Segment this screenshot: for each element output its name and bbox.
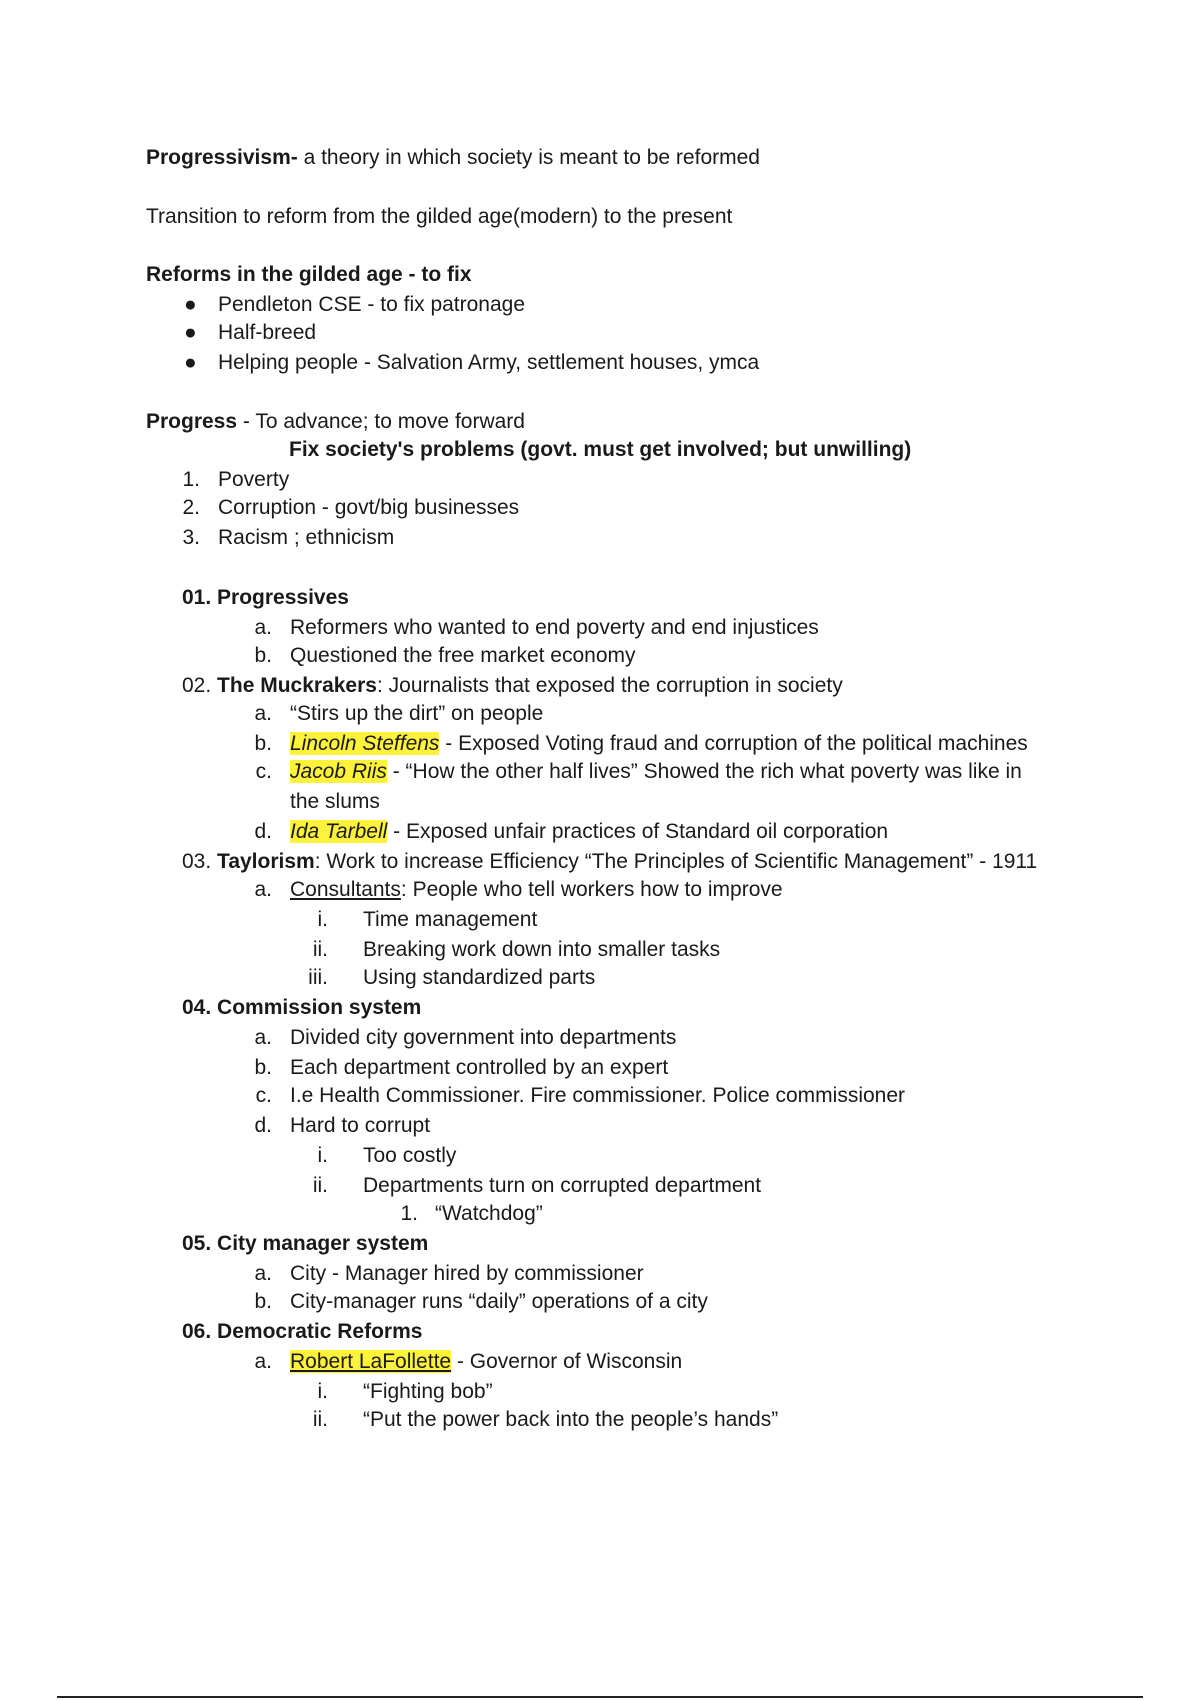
list-marker: i. (317, 1380, 328, 1403)
list-item: Pendleton CSE - to fix patronage (218, 293, 526, 316)
section-number: 04. (182, 996, 212, 1019)
list-marker: iii. (308, 966, 328, 989)
list-item: Poverty (218, 468, 290, 491)
list-item (290, 1348, 682, 1376)
list-item: Racism ; ethnicism (218, 526, 395, 549)
section-number: 01. (182, 586, 212, 609)
section-title: Commission system (217, 996, 422, 1019)
underlined-term: Consultants (290, 878, 401, 901)
list-marker: 1. (400, 1202, 418, 1225)
list-marker: a. (254, 878, 272, 901)
list-item: Helping people - Salvation Army, settlement houses, ymca (218, 351, 760, 374)
list-item (290, 818, 888, 846)
section-title: Progressives (217, 586, 349, 609)
definition-text: a theory in which society is meant to be reformed (297, 146, 760, 169)
item-text: - “How the other half lives” Showed the rich what poverty was like in (386, 760, 1022, 783)
bottom-divider (57, 1696, 1143, 1698)
term-progressivism: Progressivism- (146, 146, 298, 169)
section-number: 06. (182, 1320, 212, 1343)
list-item: City-manager runs “daily” operations of a city (290, 1290, 708, 1313)
section-03-heading (182, 848, 1037, 876)
list-marker: ii. (312, 1174, 328, 1197)
item-text: : People who tell workers how to improve (400, 878, 783, 901)
section-desc: : Work to increase Efficiency “The Principles of Scientific Management” - 1911 (314, 850, 1038, 873)
list-item (290, 876, 783, 904)
list-item: Each department controlled by an expert (290, 1056, 669, 1079)
list-item: Hard to corrupt (290, 1114, 431, 1137)
list-marker: 1. (182, 468, 200, 491)
list-item-continuation: the slums (290, 790, 380, 813)
list-marker: a. (254, 1262, 272, 1285)
section-06-heading (182, 1318, 422, 1346)
term-progress: Progress (146, 410, 238, 433)
list-marker: a. (254, 1026, 272, 1049)
bullet-icon: ● (184, 351, 197, 374)
list-item: “Watchdog” (435, 1202, 543, 1225)
progress-subheading: Fix society's problems (govt. must get involved; but unwilling) (289, 438, 912, 461)
list-marker: i. (317, 1144, 328, 1167)
list-item: “Put the power back into the people’s hands” (363, 1408, 779, 1431)
section-02-heading (182, 672, 843, 700)
bullet-icon: ● (184, 321, 197, 344)
highlighted-name: Ida Tarbell (290, 820, 388, 843)
list-item: Divided city government into departments (290, 1026, 677, 1049)
highlighted-name: Robert LaFollette (290, 1350, 452, 1373)
definition-text: - To advance; to move forward (237, 410, 525, 433)
list-item: Reformers who wanted to end poverty and end injustices (290, 616, 819, 639)
highlighted-name: Jacob Riis (290, 760, 387, 783)
list-marker: b. (254, 732, 272, 755)
section-title: The Muckrakers (217, 674, 377, 697)
list-marker: a. (254, 1350, 272, 1373)
list-marker: c. (255, 1084, 272, 1107)
section-05-heading (182, 1230, 428, 1258)
list-item: Breaking work down into smaller tasks (363, 938, 721, 961)
progressivism-definition (146, 144, 760, 172)
list-marker: d. (254, 1114, 272, 1137)
list-marker: b. (254, 1056, 272, 1079)
list-item: “Fighting bob” (363, 1380, 493, 1403)
item-text: - Exposed Voting fraud and corruption of the political machines (439, 732, 1028, 755)
list-item: Half-breed (218, 321, 317, 344)
bullet-icon: ● (184, 293, 197, 316)
list-item: “Stirs up the dirt” on people (290, 702, 544, 725)
list-item: Departments turn on corrupted department (363, 1174, 762, 1197)
item-text: - Governor of Wisconsin (451, 1350, 683, 1373)
section-01-heading (182, 584, 349, 612)
gilded-reforms-heading: Reforms in the gilded age - to fix (146, 263, 472, 286)
progress-definition (146, 408, 525, 436)
list-item: Corruption - govt/big businesses (218, 496, 520, 519)
section-number: 02. (182, 674, 212, 697)
list-item: Too costly (363, 1144, 457, 1167)
section-title: Taylorism (217, 850, 315, 873)
list-item: City - Manager hired by commissioner (290, 1262, 644, 1285)
list-marker: ii. (312, 938, 328, 961)
list-item (290, 730, 1028, 758)
section-number: 05. (182, 1232, 212, 1255)
section-04-heading (182, 994, 421, 1022)
list-item: I.e Health Commissioner. Fire commissioner. Police commissioner (290, 1084, 906, 1107)
list-marker: a. (254, 616, 272, 639)
section-desc: : Journalists that exposed the corruption in society (376, 674, 843, 697)
section-title: City manager system (217, 1232, 429, 1255)
section-title: Democratic Reforms (217, 1320, 423, 1343)
section-number: 03. (182, 850, 212, 873)
list-marker: a. (254, 702, 272, 725)
list-marker: b. (254, 644, 272, 667)
list-marker: 2. (182, 496, 200, 519)
highlighted-name: Lincoln Steffens (290, 732, 440, 755)
list-marker: b. (254, 1290, 272, 1313)
list-item (290, 758, 1022, 786)
list-item: Time management (363, 908, 538, 931)
item-text: - Exposed unfair practices of Standard oil corporation (387, 820, 889, 843)
list-item: Using standardized parts (363, 966, 596, 989)
list-item: Questioned the free market economy (290, 644, 636, 667)
list-marker: d. (254, 820, 272, 843)
list-marker: 3. (182, 526, 200, 549)
list-marker: ii. (312, 1408, 328, 1431)
list-marker: c. (255, 760, 272, 783)
list-marker: i. (317, 908, 328, 931)
transition-text: Transition to reform from the gilded age(modern) to the present (146, 205, 733, 228)
